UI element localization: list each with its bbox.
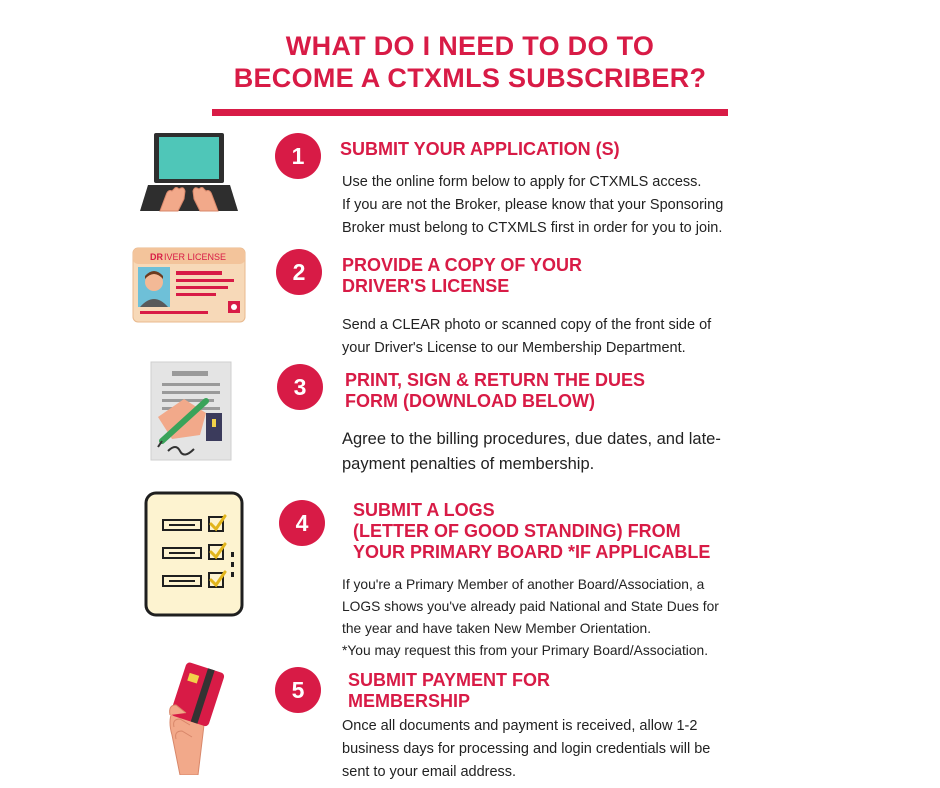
step-3-heading-line: PRINT, SIGN & RETURN THE DUES — [345, 370, 646, 390]
drivers-license-icon — [132, 247, 246, 323]
step-1-body — [342, 171, 723, 240]
step-4-heading — [353, 500, 710, 563]
step-1-heading — [340, 139, 620, 160]
license-label-text: IVER LICENSE — [164, 252, 227, 262]
step-5-heading-line: SUBMIT PAYMENT FOR — [348, 670, 551, 690]
step-1-body-line: Broker must belong to CTXMLS first in order for you to join. — [342, 220, 723, 236]
step-2-body — [342, 314, 711, 360]
step-3-number: 3 — [277, 364, 323, 410]
step-2-body-line: Send a CLEAR photo or scanned copy of the front side of — [342, 317, 712, 333]
title-line-1: WHAT DO I NEED TO DO TO — [285, 31, 655, 61]
step-2-heading — [342, 255, 582, 297]
step-2-heading-line: DRIVER'S LICENSE — [342, 276, 510, 296]
step-5-body-line: Once all documents and payment is received, allow 1-2 — [342, 718, 698, 734]
laptop-typing-icon — [138, 131, 240, 217]
step-2-body-line: your Driver's License to our Membership Department. — [342, 340, 686, 356]
title-divider — [212, 109, 728, 116]
signing-document-icon — [150, 361, 232, 461]
step-4-heading-line: YOUR PRIMARY BOARD *IF APPLICABLE — [353, 542, 711, 562]
license-label-prefix: DR — [150, 252, 163, 262]
page-title — [0, 30, 940, 94]
step-4-heading-line: SUBMIT A LOGS — [353, 500, 495, 520]
step-3-heading-line: FORM (DOWNLOAD BELOW) — [345, 391, 595, 411]
step-5-body — [342, 715, 710, 784]
checklist-icon — [143, 490, 245, 618]
step-4-body-line: *You may request this from your Primary Board/Association. — [342, 643, 709, 658]
step-1-body-line: If you are not the Broker, please know that your Sponsoring — [342, 197, 724, 213]
step-4-heading-line: (LETTER OF GOOD STANDING) FROM — [353, 521, 681, 541]
step-5-body-line: business days for processing and login credentials will be — [342, 741, 711, 757]
step-5-body-line: sent to your email address. — [342, 764, 517, 780]
step-1-number: 1 — [275, 133, 321, 179]
step-2-heading-line: PROVIDE A COPY OF YOUR — [342, 255, 583, 275]
step-4-body-line: LOGS shows you've already paid National and State Dues for — [342, 599, 719, 614]
step-4-body — [342, 574, 719, 662]
title-line-2: BECOME A CTXMLS SUBSCRIBER? — [233, 63, 707, 93]
step-5-heading — [348, 670, 550, 712]
step-4-number: 4 — [279, 500, 325, 546]
step-1-heading-line: SUBMIT YOUR APPLICATION (S) — [340, 139, 620, 159]
step-3-body-line: payment penalties of membership. — [342, 455, 595, 473]
step-5-number: 5 — [275, 667, 321, 713]
step-4-body-line: the year and have taken New Member Orientation. — [342, 621, 652, 636]
step-5-heading-line: MEMBERSHIP — [348, 691, 471, 711]
credit-card-hand-icon — [160, 655, 226, 775]
step-3-heading — [345, 370, 645, 412]
step-3-body-line: Agree to the billing procedures, due dates, and late- — [342, 430, 721, 448]
step-3-body — [342, 427, 721, 477]
step-1-body-line: Use the online form below to apply for CTXMLS access. — [342, 174, 702, 190]
step-4-body-line: If you're a Primary Member of another Board/Association, a — [342, 577, 705, 592]
step-2-number: 2 — [276, 249, 322, 295]
